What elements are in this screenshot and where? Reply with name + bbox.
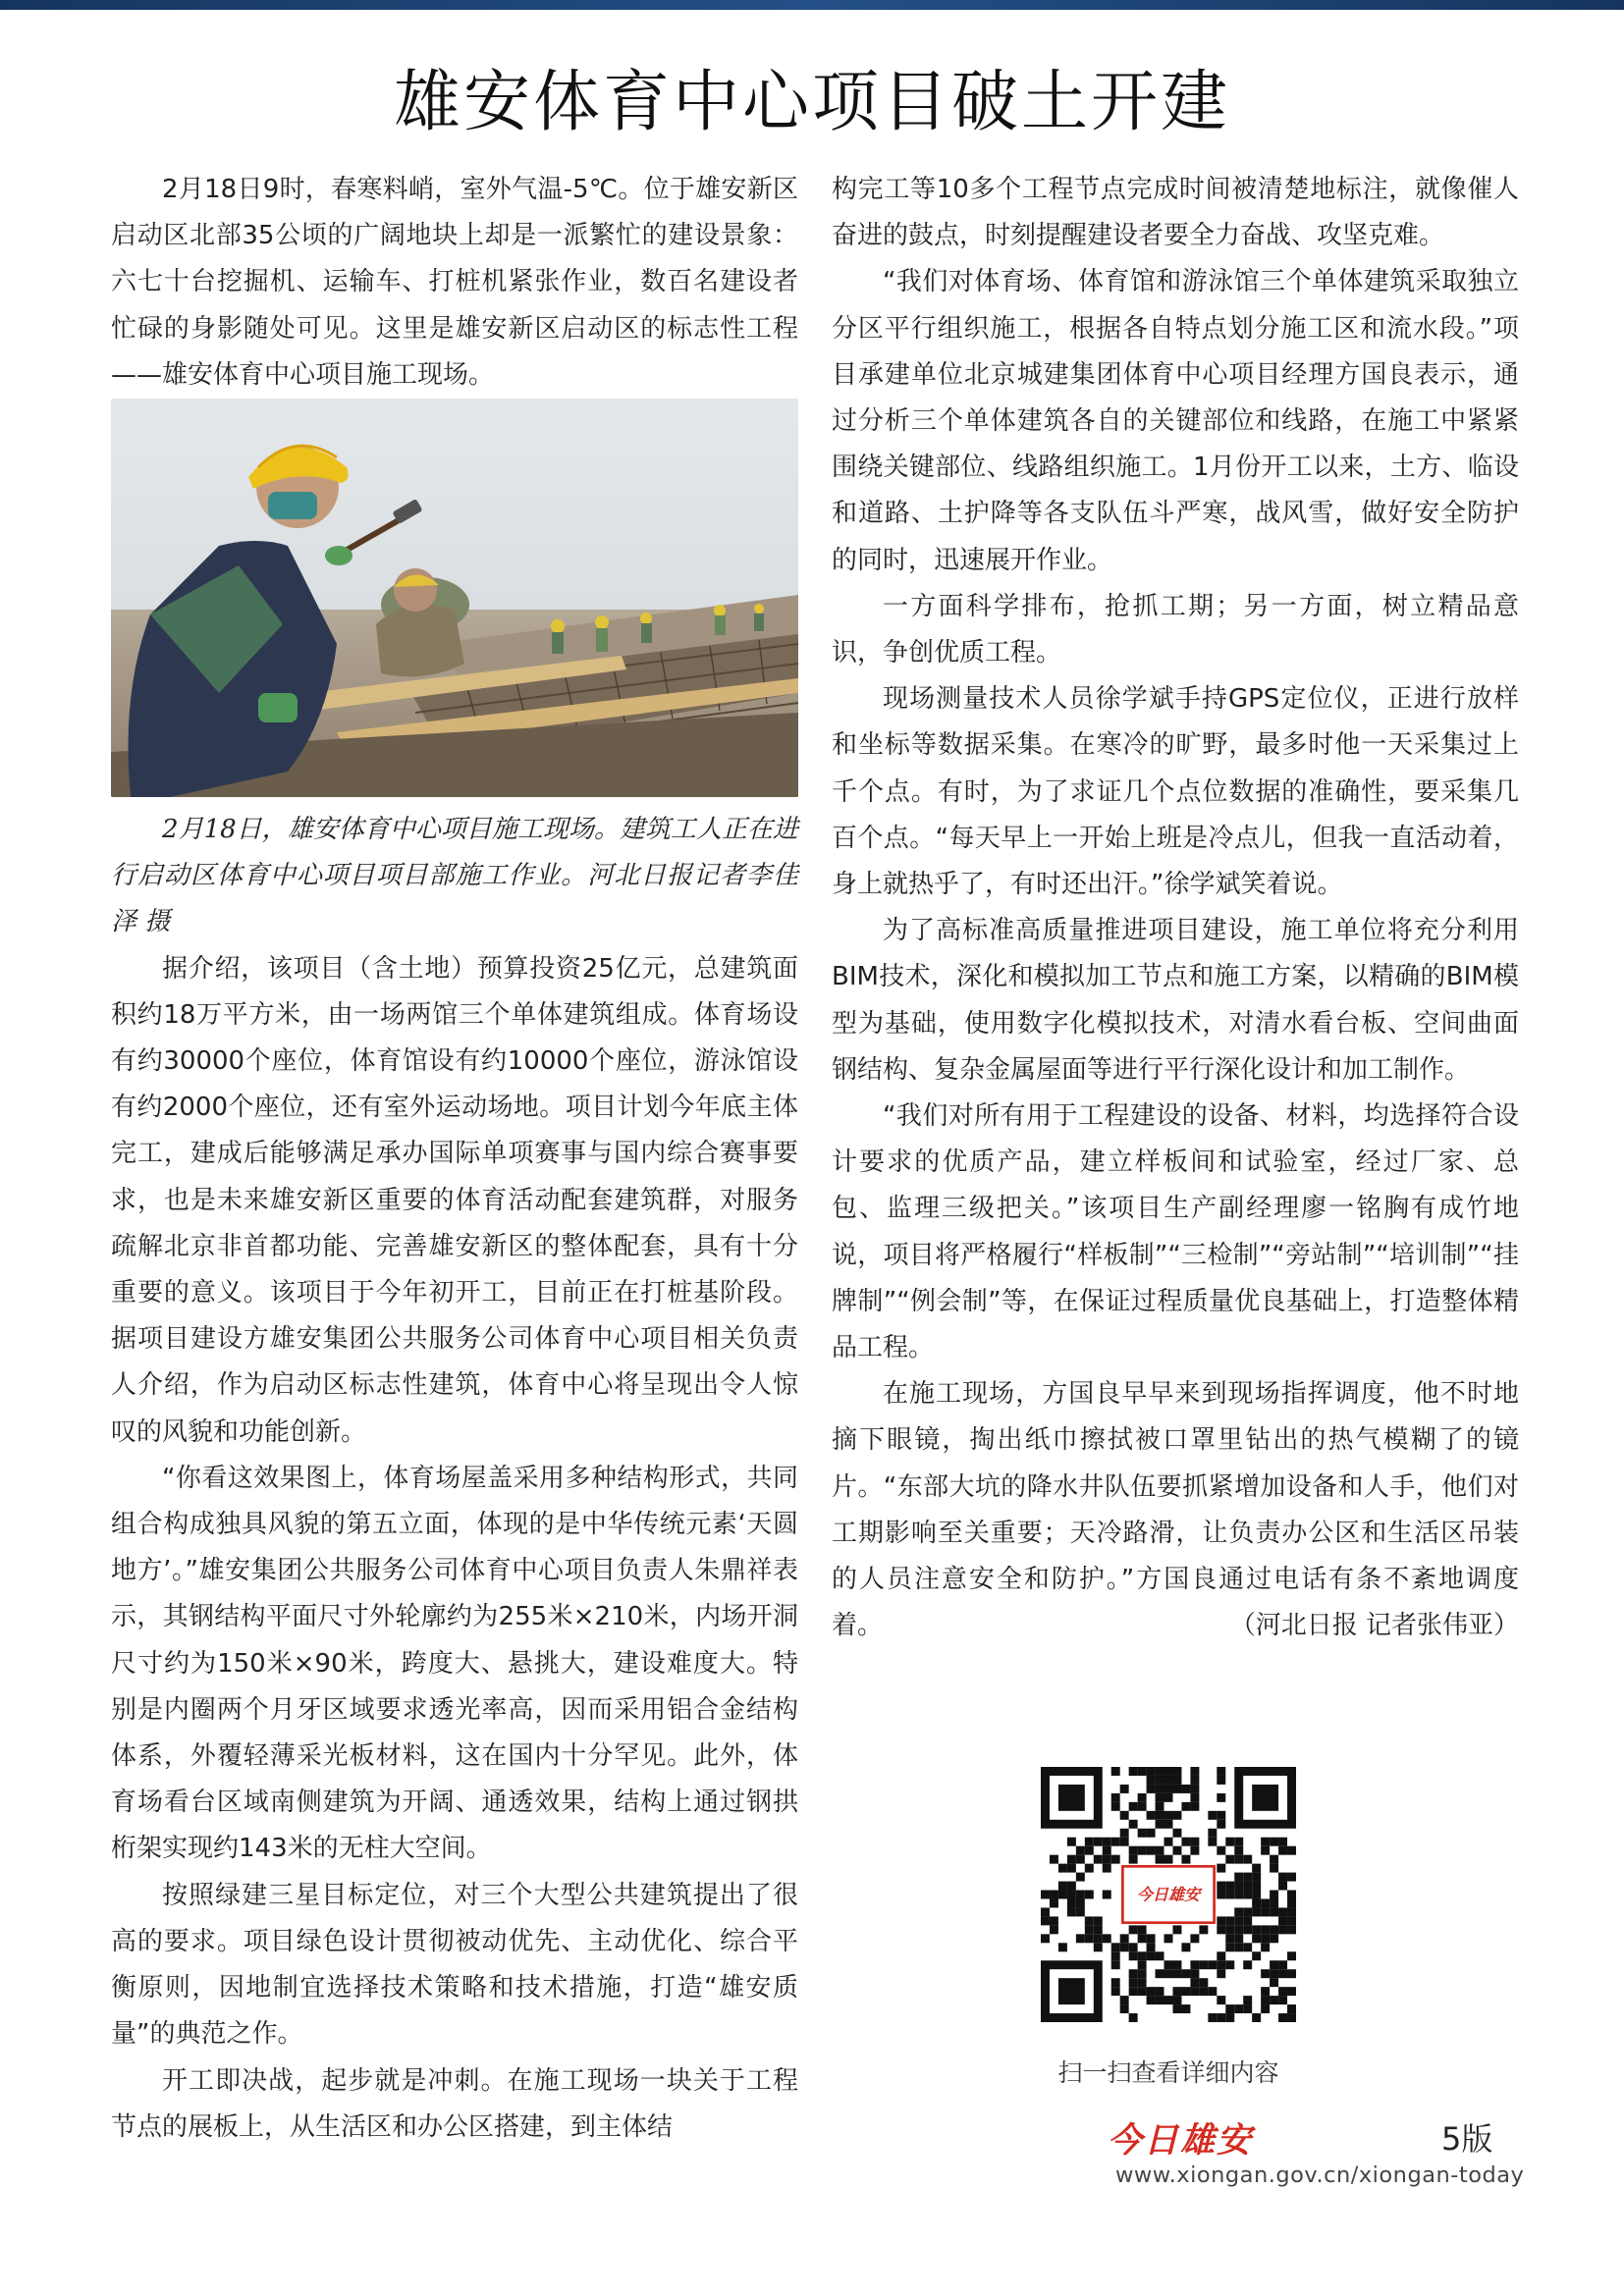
paragraph-site-dispatch-text: 在施工现场，方国良早早来到现场指挥调度，他不时地摘下眼镜，掏出纸巾擦拭被口罩里钻出的热气模糊了的镜片。“东部大坑的降水井队伍要抓紧增加设备和人手，他们对工期影响至关重要；天冷路滑，让负责办公区和生活区吊装的人员注意安全和防护。”方国良通过电话有条不紊地调度着。 bbox=[832, 1379, 1519, 1641]
footer-url[interactable]: www.xiongan.gov.cn/xiongan-today bbox=[1115, 2163, 1525, 2188]
paragraph-project-overview: 据介绍，该项目（含土地）预算投资25亿元，总建筑面积约18万平方米，由一场两馆三个单体建筑组成。体育场设有约30000个座位，体育馆设有约10000个座位，游泳馆设有约2000个座位，还有室外运动场地。项目计划今年底主体完工，建成后能够满足承办国际单项赛事与国内综合赛事要求，也是未来雄安新区重要的体育活动配套建筑群，对服务疏解北京非首都功能、完善雄安新区的整体配套，具有十分重要的意义。该项目于今年初开工，目前正在打桩基阶段。据项目建设方雄安集团公共服务公司体育中心项目相关负责人介绍，作为启动区标志性建筑，体育中心将呈现出令人惊叹的风貌和功能创新。 bbox=[111, 953, 798, 1447]
top-banner-bar bbox=[0, 0, 1624, 10]
construction-photo bbox=[111, 399, 798, 797]
qr-caption: 扫一扫查看详细内容 bbox=[1057, 2058, 1279, 2087]
qr-center-label: 今日雄安 bbox=[1136, 1885, 1201, 1904]
page-number: 5版 bbox=[1441, 2120, 1493, 2158]
footer-logo: 今日雄安 bbox=[1108, 2120, 1254, 2161]
paragraph-schedule: 一方面科学排布，抢抓工期；另一方面，树立精品意识，争创优质工程。 bbox=[832, 591, 1519, 668]
paragraph-quality-control: “我们对所有用于工程建设的设备、材料，均选择符合设计要求的优质产品，建立样板间和试验室，经过厂家、总包、监理三级把关。”该项目生产副经理廖一铭胸有成竹地说，项目将严格履行“样板制”“三检制”“旁站制”“培训制”“挂牌制”“例会制”等，在保证过程质量优良基础上，打造整体精品工程。 bbox=[832, 1101, 1519, 1363]
paragraph-green-building: 按照绿建三星目标定位，对三个大型公共建筑提出了很高的要求。项目绿色设计贯彻被动优先、主动优化、综合平衡原则，因地制宜选择技术策略和技术措施，打造“雄安质量”的典范之作。 bbox=[111, 1880, 798, 2050]
qr-code-block bbox=[1041, 1767, 1296, 2089]
qr-code-icon[interactable] bbox=[1041, 1767, 1296, 2022]
article-title: 雄安体育中心项目破土开建 bbox=[393, 64, 1230, 141]
photo-caption: 2月18日，雄安体育中心项目施工现场。建筑工人正在进行启动区体育中心项目项目部施工作业。河北日报记者李佳泽 摄 bbox=[111, 815, 798, 937]
paragraph-parallel-construction: “我们对体育场、体育馆和游泳馆三个单体建筑采取独立分区平行组织施工，根据各自特点划分施工区和流水段。”项目承建单位北京城建集团体育中心项目经理方国良表示，通过分析三个单体建筑各自的关键部位和线路，在施工中紧紧围绕关键部位、线路组织施工。1月份开工以来，土方、临设和道路、土护降等各支队伍斗严寒，战风雪，做好安全防护的同时，迅速展开作业。 bbox=[832, 267, 1519, 575]
paragraph-intro: 2月18日9时，春寒料峭，室外气温-5℃。位于雄安新区启动区北部35公顷的广阔地块上却是一派繁忙的建设景象：六七十台挖掘机、运输车、打桩机紧张作业，数百名建设者忙碌的身影随处可见。这里是雄安新区启动区的标志性工程——雄安体育中心项目施工现场。 bbox=[111, 175, 798, 390]
paragraph-bim: 为了高标准高质量推进项目建设，施工单位将充分利用BIM技术，深化和模拟加工节点和施工方案，以精确的BIM模型为基础，使用数字化模拟技术，对清水看台板、空间曲面钢结构、复杂金属屋面等进行平行深化设计和加工制作。 bbox=[832, 916, 1519, 1085]
paragraph-construction-start: 开工即决战，起步就是冲刺。在施工现场一块关于工程节点的展板上，从生活区和办公区搭建，到主体结 bbox=[111, 2065, 798, 2142]
left-column bbox=[111, 167, 798, 2151]
construction-photo-graphic bbox=[111, 399, 798, 797]
paragraph-site-dispatch bbox=[832, 1371, 1519, 1649]
paragraph-gps-survey: 现场测量技术人员徐学斌手持GPS定位仪，正进行放样和坐标等数据采集。在寒冷的旷野，最多时他一天采集过上千个点。有时，为了求证几个点位数据的准确性，要采集几百个点。“每天早上一开始上班是冷点儿，但我一直活动着，身上就热乎了，有时还出汗。”徐学斌笑着说。 bbox=[832, 684, 1519, 900]
article-byline: （河北日报 记者张伟亚） bbox=[1229, 1611, 1519, 1641]
paragraph-structure: “你看这效果图上，体育场屋盖采用多种结构形式，共同组合构成独具风貌的第五立面，体现的是中华传统元素‘天圆地方’。”雄安集团公共服务公司体育中心项目负责人朱鼎祥表示，其钢结构平面尺寸外轮廓约为255米×210米，内场开洞尺寸约为150米×90米，跨度大、悬挑大，建设难度大。特别是内圈两个月牙区域要求透光率高，因而采用铝合金结构体系，外覆轻薄采光板材料，这在国内十分罕见。此外，体育场看台区域南侧建筑为开阔、通透效果，结构上通过钢拱桁架实现约143米的无柱大空间。 bbox=[111, 1463, 798, 1864]
paragraph-continuation: 构完工等10多个工程节点完成时间被清楚地标注，就像催人奋进的鼓点，时刻提醒建设者要全力奋战、攻坚克难。 bbox=[832, 175, 1519, 251]
right-column bbox=[832, 167, 1519, 1650]
